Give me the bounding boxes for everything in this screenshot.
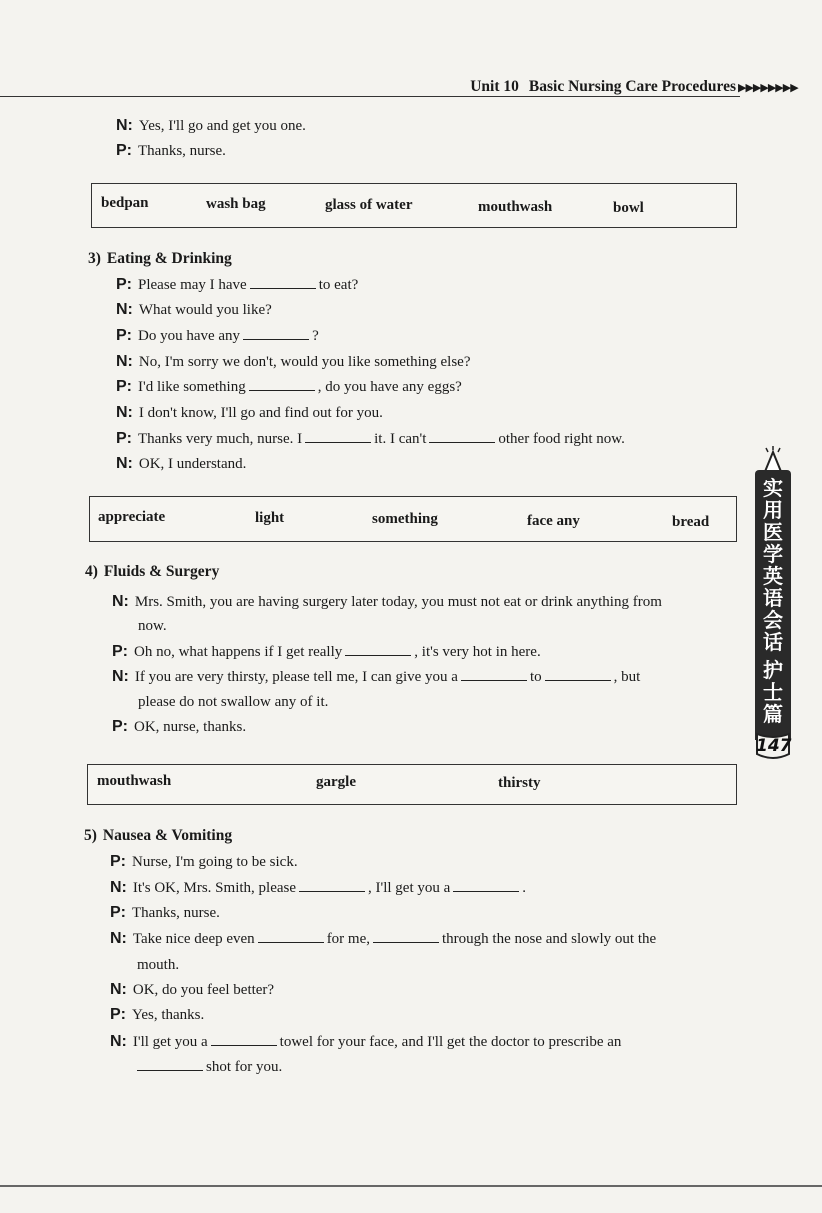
speaker-label: P: <box>116 430 132 447</box>
word-bank-box <box>91 183 737 228</box>
dialogue-line: P: Nurse, I'm going to be sick. <box>110 853 298 870</box>
word-bank-item: gargle <box>316 774 356 790</box>
speaker-label: N: <box>110 879 127 896</box>
section-title: Eating & Drinking <box>106 250 232 267</box>
section-number: 5) <box>84 827 97 844</box>
tab-char: 医 <box>763 520 783 544</box>
dialogue-line: N: No, I'm sorry we don't, would you like something else? <box>116 353 471 370</box>
tab-char: 会 <box>763 608 783 632</box>
answer-blank[interactable] <box>345 643 411 656</box>
answer-blank[interactable] <box>211 1033 277 1046</box>
section-title: Fluids & Surgery <box>103 563 220 580</box>
line-text: Thanks, nurse. <box>138 143 226 159</box>
speaker-label: N: <box>112 593 129 610</box>
word-bank-item: wash bag <box>206 196 266 212</box>
word-bank-item: mouthwash <box>478 199 553 215</box>
dialogue-line: P: OK, nurse, thanks. <box>112 718 247 735</box>
answer-blank[interactable] <box>250 276 316 289</box>
line-continuation: please do not swallow any of it. <box>138 694 329 710</box>
tab-char: 话 <box>763 630 783 654</box>
side-tab <box>755 470 791 740</box>
section-title: Nausea & Vomiting <box>102 827 233 844</box>
word-bank-item: bowl <box>613 200 644 216</box>
word-bank-box <box>89 496 737 542</box>
dialogue-line: N: OK, do you feel better? <box>110 981 275 998</box>
word-bank-item: face any <box>527 513 580 529</box>
answer-blank[interactable] <box>461 668 527 681</box>
answer-blank[interactable] <box>299 879 365 892</box>
section-heading <box>88 250 232 268</box>
section-heading <box>84 827 232 845</box>
dialogue-line <box>116 142 226 160</box>
answer-blank[interactable] <box>305 430 371 443</box>
word-bank-item: something <box>372 511 438 527</box>
answer-blank[interactable] <box>429 430 495 443</box>
speaker-label: P: <box>116 327 132 344</box>
word-bank-box <box>87 764 737 805</box>
word-bank-item: thirsty <box>498 775 541 791</box>
answer-blank[interactable] <box>137 1058 203 1071</box>
word-bank-item: light <box>255 510 285 526</box>
speaker-label: N: <box>116 353 133 370</box>
speaker-label: P: <box>110 904 126 921</box>
word-bank-item: mouthwash <box>97 773 172 789</box>
dialogue-line: N: Mrs. Smith, you are having surgery later today, you must not eat or drink anything from <box>112 593 662 610</box>
section-heading <box>85 563 219 581</box>
speaker-label: P: <box>110 853 126 870</box>
speaker-label: N: <box>110 930 127 947</box>
dialogue-line: N: If you are very thirsty, please tell me, I can give you a to , but <box>112 668 641 685</box>
tab-char: 英 <box>763 564 783 588</box>
line-continuation: mouth. <box>137 957 180 973</box>
word-bank-item: bread <box>672 514 710 530</box>
line-text: Yes, I'll go and get you one. <box>138 118 306 134</box>
tab-char: 用 <box>763 498 783 522</box>
line-continuation: shot for you. <box>134 1058 282 1076</box>
dialogue-line <box>116 117 306 135</box>
answer-blank[interactable] <box>249 378 315 391</box>
header-unit: Unit 10 <box>470 78 519 95</box>
section-number: 3) <box>88 250 101 267</box>
dialogue-line: P: Do you have any ? <box>116 327 319 344</box>
tab-char: 实 <box>763 476 783 500</box>
answer-blank[interactable] <box>545 668 611 681</box>
speaker-label: N: <box>116 404 133 421</box>
speaker-label: N: <box>116 301 133 318</box>
speaker-label: N: <box>116 117 133 134</box>
answer-blank[interactable] <box>453 879 519 892</box>
speaker-label: N: <box>110 1033 127 1050</box>
word-bank-item: glass of water <box>325 197 413 213</box>
line-continuation: now. <box>138 618 167 634</box>
speaker-label: P: <box>116 378 132 395</box>
speaker-label: N: <box>116 455 133 472</box>
dialogue-line: P: I'd like something , do you have any eggs? <box>116 378 462 395</box>
dialogue-line: P: Yes, thanks. <box>110 1006 205 1023</box>
answer-blank[interactable] <box>243 327 309 340</box>
speaker-label: N: <box>112 668 129 685</box>
page-number: 147 <box>756 736 792 756</box>
dialogue-line: N: I'll get you a towel for your face, and I'll get the doctor to prescribe an <box>110 1033 622 1050</box>
dialogue-line: N: I don't know, I'll go and find out for you. <box>116 404 383 421</box>
tab-char: 篇 <box>763 702 783 726</box>
dialogue-line: P: Oh no, what happens if I get really , it's very hot in here. <box>112 643 541 660</box>
dialogue-line: N: OK, I understand. <box>116 455 247 472</box>
speaker-label: P: <box>112 718 128 735</box>
word-bank-item: bedpan <box>101 195 149 211</box>
dialogue-line: N: It's OK, Mrs. Smith, please , I'll get you a . <box>110 879 527 896</box>
dialogue-line: N: Take nice deep even for me, through the nose and slowly out the <box>110 930 657 947</box>
answer-blank[interactable] <box>258 930 324 943</box>
running-header <box>470 78 736 96</box>
speaker-label: P: <box>116 276 132 293</box>
dialogue-line: P: Thanks very much, nurse. I it. I can't other food right now. <box>116 430 625 447</box>
answer-blank[interactable] <box>373 930 439 943</box>
tab-char: 护 <box>763 658 783 682</box>
word-bank-item: appreciate <box>98 509 166 525</box>
speaker-label: P: <box>112 643 128 660</box>
speaker-label: N: <box>110 981 127 998</box>
dialogue-line: N: What would you like? <box>116 301 272 318</box>
header-arrows: ▶▶▶▶▶▶▶▶ <box>738 81 798 94</box>
header-title: Basic Nursing Care Procedures <box>528 78 736 95</box>
dialogue-line: P: Thanks, nurse. <box>110 904 220 921</box>
section-number: 4) <box>85 563 98 580</box>
speaker-label: P: <box>116 142 132 159</box>
tab-char: 士 <box>763 680 783 704</box>
dialogue-line: P: Please may I have to eat? <box>116 276 359 293</box>
header-rule <box>0 96 740 97</box>
tab-char: 学 <box>763 542 783 566</box>
speaker-label: P: <box>110 1006 126 1023</box>
footer-rule <box>0 1185 822 1187</box>
tab-char: 语 <box>763 586 783 610</box>
